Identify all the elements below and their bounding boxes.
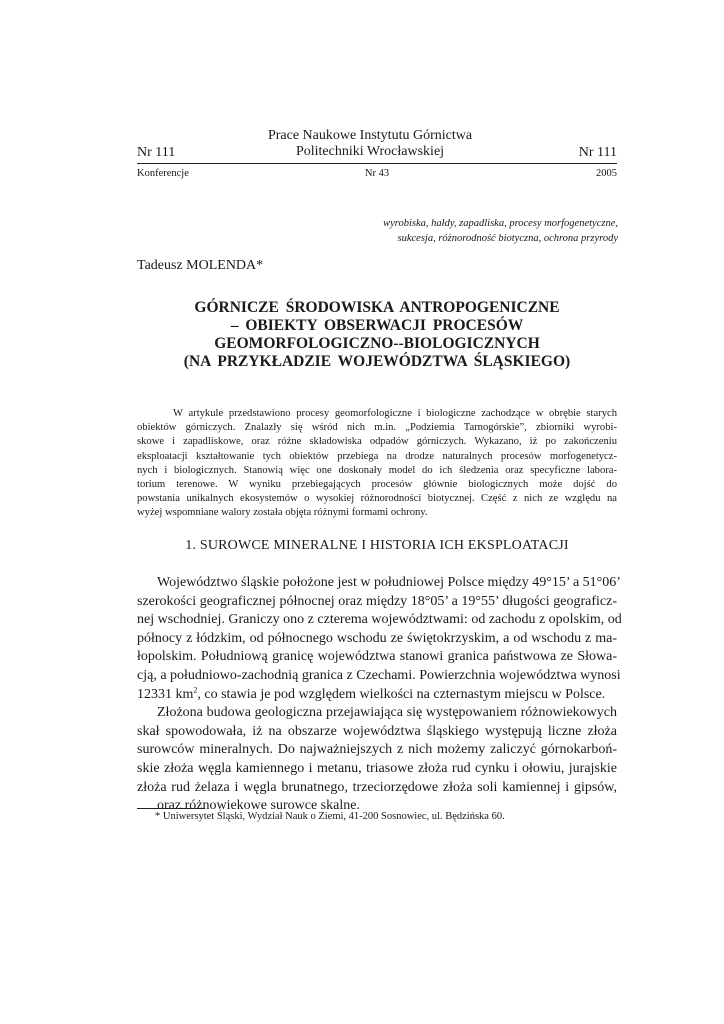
abstract-line: eksploatacji kształtowanie tych obiektów przebiega na drodze naturalnych procesów morfogenetycz- xyxy=(137,450,617,462)
area-superscript: 2 xyxy=(193,684,198,694)
area-sentence-end: , co stawia je pod względem wielkości na czternastym miejscu w Polsce. xyxy=(197,686,606,702)
journal-number-right: Nr 111 xyxy=(578,145,617,160)
footnote: * Uniwersytet Śląski, Wydział Nauk o Ziemi, 41-200 Sosnowiec, ul. Będzińska 60. xyxy=(155,811,505,822)
body-line: skał spowodowała, iż na obszarze województwa śląskiego występują liczne złoża xyxy=(137,723,617,739)
body-line: oraz różnowiekowe surowce skalne. xyxy=(157,798,360,814)
series-name: Konferencje xyxy=(137,168,189,179)
abstract-line: torium terenowe. W wyniku przebiegających procesów głównie biologicznych może dojść do xyxy=(137,479,617,491)
paper-title xyxy=(137,299,617,371)
abstract-line: powstania unikalnych ekosystemów o wysokiej różnorodności biotycznej. Część z nich ze względu na xyxy=(137,493,617,505)
body-line: cją, a południowo-zachodnią granica z Czechami. Powierzchnia województwa wynosi xyxy=(137,667,621,683)
author-name: Tadeusz MOLENDA* xyxy=(137,258,264,273)
body-line: północy z łódzkim, od północnego wschodu ze świętokrzyskim, a od wschodu z ma- xyxy=(137,630,617,646)
title-line-1: GÓRNICZE ŚRODOWISKA ANTROPOGENICZNE xyxy=(194,299,560,316)
body-line: skie złoża węgla kamiennego i metanu, triasowe złoża rud cynku i ołowiu, jurajskie xyxy=(137,760,617,776)
section-heading: 1. SUROWCE MINERALNE I HISTORIA ICH EKSPLOATACJI xyxy=(185,538,569,553)
body-line: łopolskim. Południową granicę województwa stanowi granica państwowa ze Słowa- xyxy=(137,649,617,665)
keywords xyxy=(258,216,618,246)
abstract-line: nych i biologicznych. Stanowią więc one doskonały model do ich śledzenia oraz specyficzne labora- xyxy=(137,464,617,476)
publisher-header xyxy=(200,128,540,160)
abstract-line: wyżej wspomniane walory została objęta różnymi formami ochrony. xyxy=(137,507,428,519)
footnote-divider xyxy=(137,808,205,809)
title-line-4: (NA PRZYKŁADZIE WOJEWÓDZTWA ŚLĄSKIEGO) xyxy=(183,353,571,370)
body-line: Województwo śląskie położone jest w południowej Polsce między 49°15’ a 51°06’ xyxy=(157,575,621,590)
body-line: złoża rud żelaza i węgla brunatnego, trzeciorzędowe złoża soli kamiennej i gipsów, xyxy=(137,779,617,795)
keywords-line-2: sukcesja, różnorodność biotyczna, ochrona przyrody xyxy=(397,233,618,244)
header-divider xyxy=(137,163,617,164)
abstract-line: W artykule przedstawiono procesy geomorfologiczne i biologiczne zachodzące w obrębie starych xyxy=(173,408,617,419)
publication-year: 2005 xyxy=(596,168,617,179)
area-value: 12331 km xyxy=(137,686,194,702)
abstract-line: skowe i zapadliskowe, oraz różne składowiska odpadów górniczych. Wykazano, iż po zakończeniu xyxy=(137,436,617,448)
body-line: Złożona budowa geologiczna przejawiająca się występowaniem różnowiekowych xyxy=(157,705,617,721)
issue-number: Nr 43 xyxy=(364,168,390,179)
publisher-line-1: Prace Naukowe Instytutu Górnictwa xyxy=(267,128,473,143)
keywords-line-1: wyrobiska, hałdy, zapadliska, procesy morfogenetyczne, xyxy=(383,218,618,229)
body-line: szerokości geograficznej północnej oraz między 18°05’ a 19°55’ długości geograficz- xyxy=(137,593,617,609)
body-line: surowców mineralnych. Do najważniejszych z nich możemy zaliczyć górnokarboń- xyxy=(137,742,617,758)
body-line: nej wschodniej. Graniczy ono z czterema województwami: od zachodu z opolskim, od xyxy=(137,612,622,628)
abstract-line: obiektów górniczych. Znalazły się wśród nich m.in. „Podziemia Tarnogórskie”, zbiorniki wyrobi- xyxy=(137,422,617,434)
journal-number-left: Nr 111 xyxy=(137,145,176,160)
body-line xyxy=(137,686,617,705)
body-text xyxy=(137,574,622,816)
abstract xyxy=(137,407,617,521)
title-line-3: GEOMORFOLOGICZNO--BIOLOGICZNYCH xyxy=(214,335,540,352)
title-line-2: – OBIEKTY OBSERWACJI PROCESÓW xyxy=(230,317,524,334)
publisher-line-2: Politechniki Wrocławskiej xyxy=(295,144,445,159)
